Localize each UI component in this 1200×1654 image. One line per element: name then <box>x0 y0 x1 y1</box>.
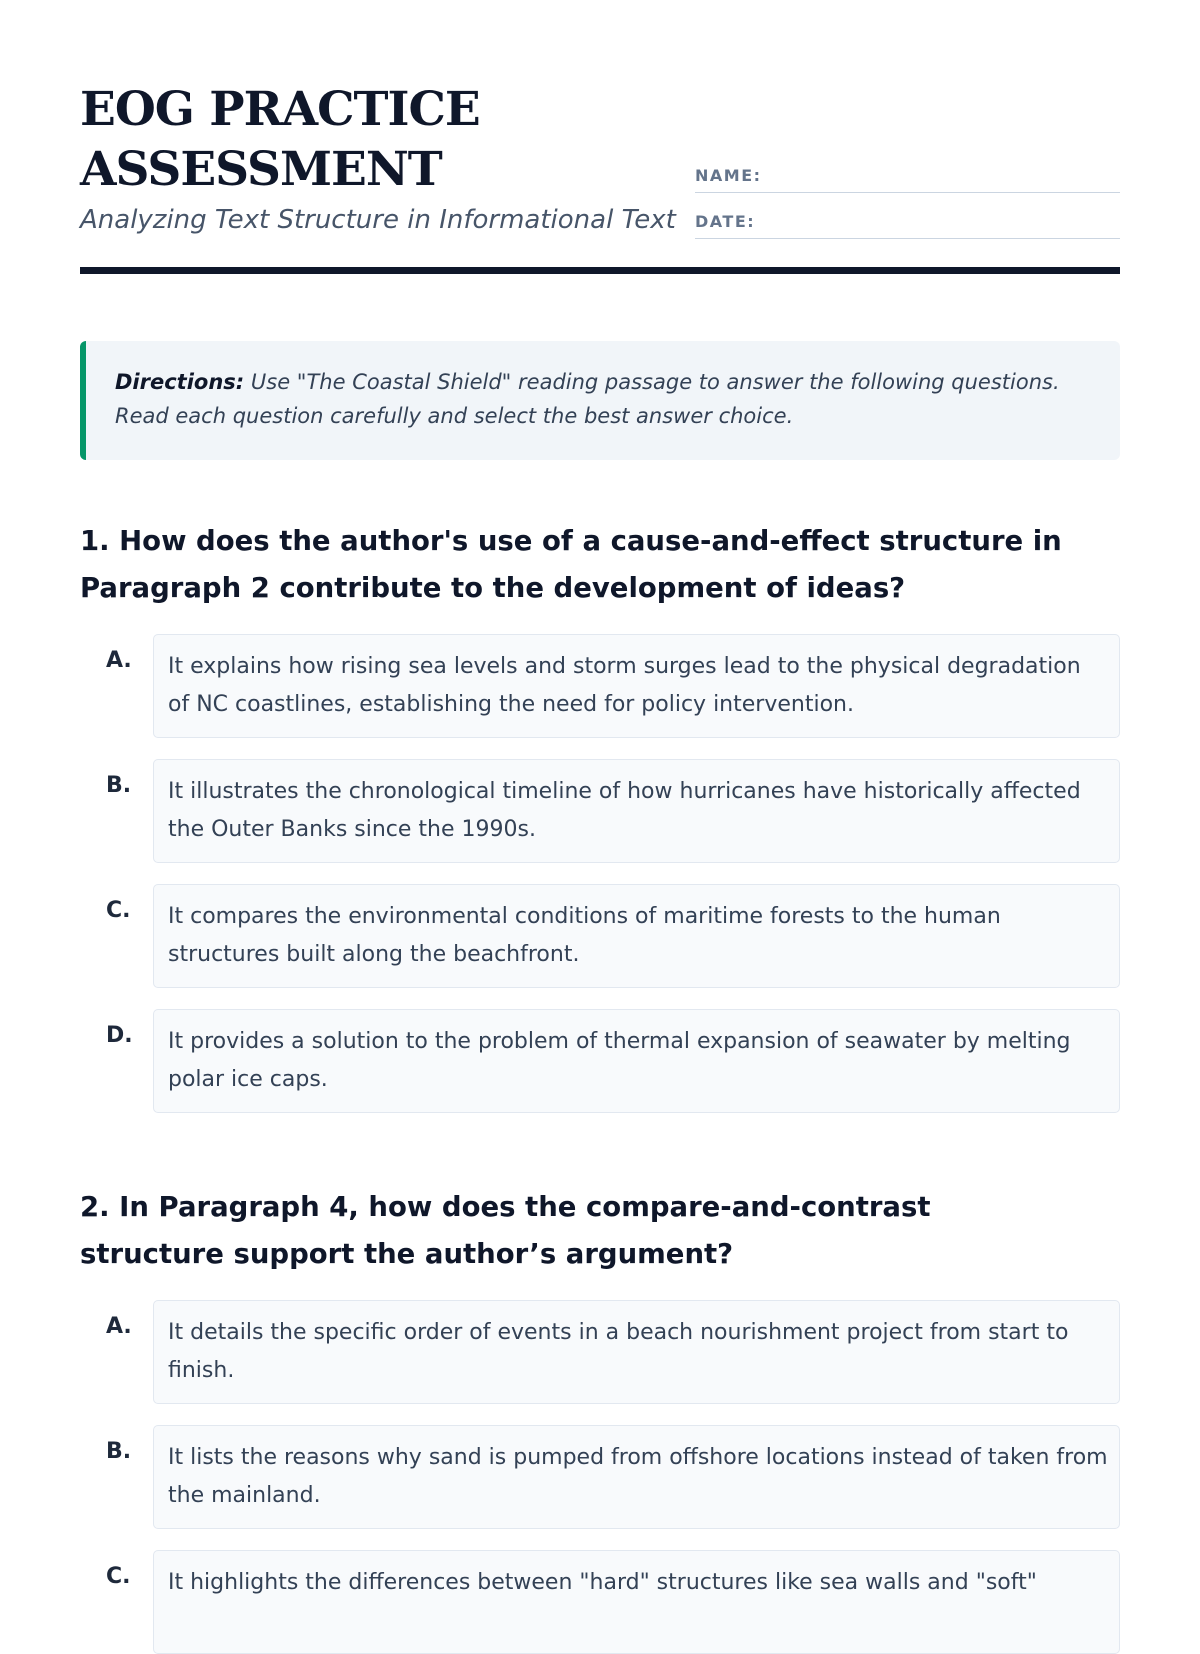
name-field[interactable] <box>695 158 1120 193</box>
option-text: It highlights the differences between "hard" structures like sea walls and "soft" <box>168 1570 1037 1595</box>
option-letter: C. <box>106 898 131 923</box>
option-text: It illustrates the chronological timeline of how hurricanes have historically affected the Outer Banks since the 1990s. <box>168 779 1081 842</box>
option-letter: D. <box>106 1023 133 1048</box>
page-title: EOG PRACTICE ASSESSMENT <box>80 82 480 197</box>
option-letter: A. <box>106 1314 132 1339</box>
option-box[interactable] <box>153 1009 1120 1113</box>
header-divider <box>80 267 1120 274</box>
question-text: 2. In Paragraph 4, how does the compare-and-contrast structure support the author’s argument? <box>80 1191 931 1270</box>
header <box>80 80 1120 274</box>
directions-label: Directions: <box>115 370 245 394</box>
answer-option-c[interactable] <box>80 884 1120 988</box>
option-text: It provides a solution to the problem of thermal expansion of seawater by melting polar ice caps. <box>168 1029 1071 1092</box>
assessment-page <box>80 0 1120 1600</box>
question-1 <box>80 518 1120 1092</box>
answer-option-a[interactable] <box>80 1300 1120 1404</box>
answer-option-b[interactable] <box>80 759 1120 863</box>
option-letter: B. <box>106 1439 132 1464</box>
question-2 <box>80 1184 1120 1595</box>
option-box[interactable] <box>153 759 1120 863</box>
option-letter: C. <box>106 1564 131 1589</box>
answer-option-c[interactable] <box>80 1550 1120 1654</box>
option-box[interactable] <box>153 1425 1120 1529</box>
answer-option-a[interactable] <box>80 634 1120 738</box>
option-box[interactable] <box>153 634 1120 738</box>
date-field[interactable] <box>695 204 1120 239</box>
answer-option-b[interactable] <box>80 1425 1120 1529</box>
option-text: It lists the reasons why sand is pumped from offshore locations instead of taken from the mainland. <box>168 1445 1108 1508</box>
option-box[interactable] <box>153 884 1120 988</box>
option-text: It details the specific order of events in a beach nourishment project from start to finish. <box>168 1320 1069 1383</box>
option-box[interactable] <box>153 1550 1120 1654</box>
answer-option-d[interactable] <box>80 1009 1120 1113</box>
question-text: 1. How does the author's use of a cause-and-effect structure in Paragraph 2 contribute to the development of ideas? <box>80 525 1062 604</box>
page-subtitle: Analyzing Text Structure in Informational Text <box>80 205 676 235</box>
directions-body: Use "The Coastal Shield" reading passage to answer the following questions. Read each question carefully and select the best answer choice. <box>115 370 1060 428</box>
directions-text <box>115 365 1105 433</box>
name-label: NAME: <box>695 166 762 185</box>
option-text: It compares the environmental conditions of maritime forests to the human structures built along the beachfront. <box>168 904 1001 967</box>
option-text: It explains how rising sea levels and storm surges lead to the physical degradation of NC coastlines, establishing the need for policy intervention. <box>168 654 1081 717</box>
directions-accent-bar <box>80 341 86 460</box>
option-box[interactable] <box>153 1300 1120 1404</box>
directions-box <box>80 341 1120 460</box>
option-letter: A. <box>106 648 132 673</box>
option-letter: B. <box>106 773 132 798</box>
date-label: DATE: <box>695 212 756 231</box>
